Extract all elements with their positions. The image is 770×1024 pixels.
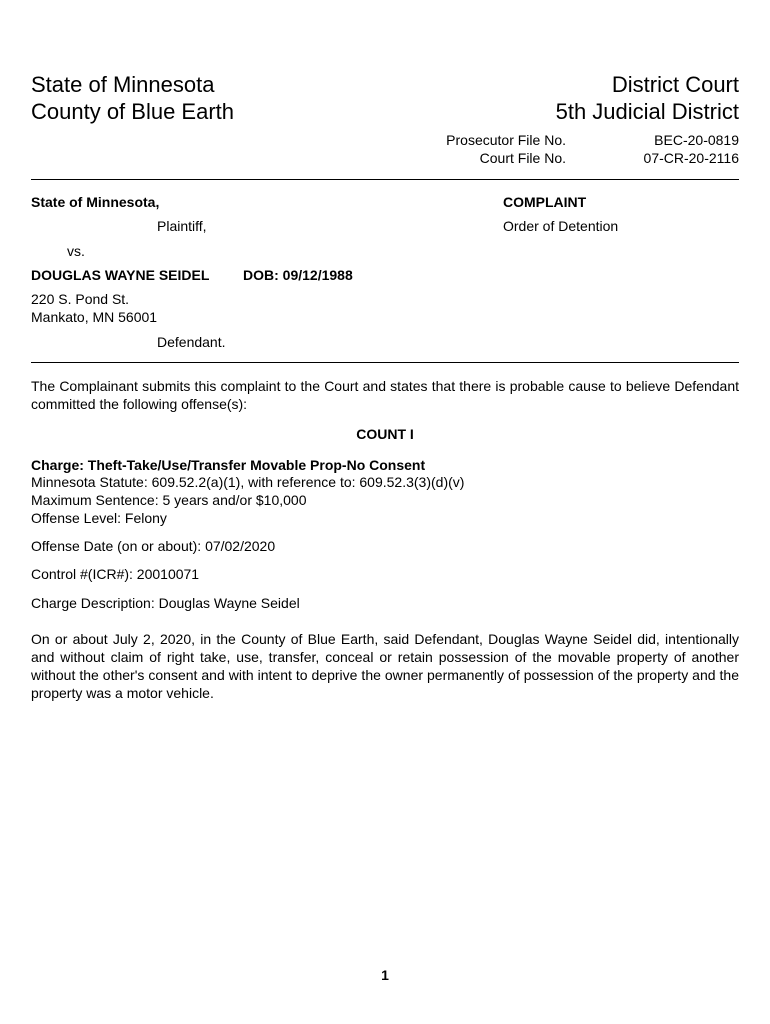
court-file-number: 07-CR-20-2116 <box>643 150 739 166</box>
charge-line: Charge: Theft-Take/Use/Transfer Movable Prop-No Consent <box>31 457 426 473</box>
document-subtype: Order of Detention <box>503 218 619 234</box>
page-number: 1 <box>381 967 389 983</box>
max-sentence-line: Maximum Sentence: 5 years and/or $10,000 <box>31 492 307 508</box>
caption-divider <box>31 362 739 363</box>
offense-level-line: Offense Level: Felony <box>31 510 167 526</box>
plaintiff-name: State of Minnesota, <box>31 194 160 210</box>
court-heading: District Court <box>611 72 739 97</box>
versus-text: vs. <box>67 243 85 259</box>
charge-description-line: Charge Description: Douglas Wayne Seidel <box>31 595 300 611</box>
defendant-role: Defendant. <box>157 334 226 350</box>
prosecutor-file-label: Prosecutor File No. <box>446 132 566 148</box>
header-divider <box>31 179 739 180</box>
court-file-label: Court File No. <box>479 150 566 166</box>
control-number-line: Control #(ICR#): 20010071 <box>31 566 200 582</box>
defendant-address-line1: 220 S. Pond St. <box>31 291 130 307</box>
defendant-name: DOUGLAS WAYNE SEIDEL <box>31 267 210 283</box>
prosecutor-file-number: BEC-20-0819 <box>654 132 739 148</box>
intro-paragraph: The Complainant submits this complaint to the Court and states that there is probable cause to believe Defendant committed the following offense(s): <box>31 378 739 412</box>
statute-line: Minnesota Statute: 609.52.2(a)(1), with reference to: 609.52.3(3)(d)(v) <box>31 474 465 490</box>
district-heading: 5th Judicial District <box>555 99 739 124</box>
defendant-dob: DOB: 09/12/1988 <box>243 267 353 283</box>
document-type: COMPLAINT <box>503 194 587 210</box>
defendant-address-line2: Mankato, MN 56001 <box>31 309 158 325</box>
state-heading: State of Minnesota <box>31 72 215 97</box>
narrative-paragraph: On or about July 2, 2020, in the County of Blue Earth, said Defendant, Douglas Wayne Seidel did, intentionally and without claim of right take, use, transfer, conceal or retain possession of the movable property of another without the other's consent and with intent to deprive the owner permanently of possession of the property and the property was a motor vehicle. <box>31 631 739 701</box>
count-heading: COUNT I <box>356 426 414 442</box>
county-heading: County of Blue Earth <box>31 99 235 124</box>
plaintiff-role: Plaintiff, <box>157 218 207 234</box>
offense-date-line: Offense Date (on or about): 07/02/2020 <box>31 538 276 554</box>
